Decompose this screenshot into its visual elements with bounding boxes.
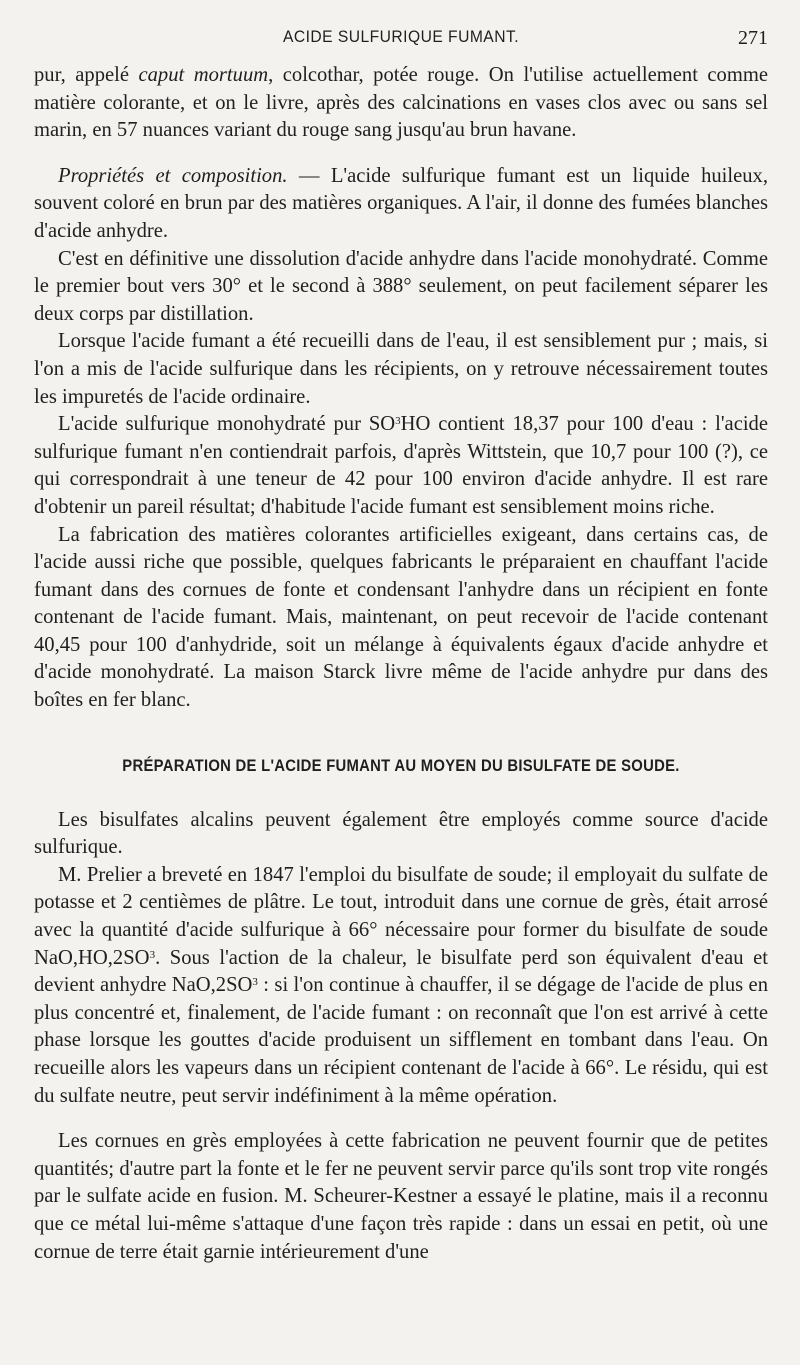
text-run: L'acide sulfurique monohydraté pur SO xyxy=(58,413,396,436)
running-header xyxy=(34,27,768,53)
text-run: , colcothar, potée rouge. On l'utilise actuellement comme matière colorante, et on le livre, après des calcinations en vases clos avec ou sans sel marin, en 57 nuances variant du rouge sang jusqu'au brun havane. xyxy=(34,64,769,142)
paragraph-caput-mortuum xyxy=(34,62,768,145)
paragraph-fabrication: La fabrication des matières colorantes artificielles exigeant, dans certains cas, de l'acide aussi riche que possible, quelques fabricants le préparaient en chauffant l'acide fumant dans des cornues de fonte et condensant l'anhydre dans un récipient en fonte contenant de l'acide fumant. Mais, maintenant, on peut recevoir de l'acide contenant 40,45 pour 100 d'anhydride, soit un mélange à équivalents égaux d'acide anhydre et d'acide monohydraté. La maison Starck livre même de l'acide anhydre pur dans des boîtes en fer blanc. xyxy=(34,523,768,712)
page-body xyxy=(34,62,768,1266)
paragraph-dissolution: C'est en définitive une dissolution d'acide anhydre dans l'acide monohydraté. Comme le premier bout vers 30° et le second à 388° seulement, on peut facilement séparer les deux corps par distillation. xyxy=(34,247,768,325)
text-run: pur, appelé xyxy=(34,64,139,86)
paragraph-properties xyxy=(34,163,768,246)
text-run: . Sous l'action de la chaleur, le bisulfate perd son équivalent d'eau et devient anhydre NaO,2SO xyxy=(34,946,768,997)
running-title: ACIDE SULFURIQUE FUMANT. xyxy=(282,27,520,46)
text-run: : si l'on continue à chauffer, il se dégage de l'acide de plus en plus concentré et, finalement, de l'acide fumant : on reconnaît que l'on est arrivé à cette phase lorsque les gouttes d'acide produisent un sifflement en tombant dans l'eau. On recueille alors les vapeurs dans un récipient contenant de l'acide à 66°. Le résidu, qui est du sulfate neutre, peut servir indéfiniment à la même opération. xyxy=(34,974,768,1107)
paragraph-heading: Propriétés et composition. xyxy=(58,164,288,187)
paragraph-cornues: Les cornues en grès employées à cette fabrication ne peuvent fournir que de petites quantités; d'autre part la fonte et le fer ne peuvent servir parce qu'ils sont trop vite rongés par le sulfate acide en fusion. M. Scheurer-Kestner a essayé le platine, mais il a reconnu que ce métal lui-même s'attaque d'une façon très rapide : dans un essai en petit, où une cornue de terre était garnie intérieurement d'une xyxy=(34,1130,768,1263)
superscript: 3 xyxy=(252,976,258,989)
italic-term: caput mortuum xyxy=(138,64,269,86)
paragraph-composition xyxy=(34,411,768,521)
paragraph-collection: Lorsque l'acide fumant a été recueilli dans de l'eau, il est sensiblement pur ; mais, si l'on a mis de l'acide sulfurique dans les récipients, on y retrouve nécessairement toutes les impuretés de l'acide ordinaire. xyxy=(34,330,768,408)
section-heading: PRÉPARATION DE L'ACIDE FUMANT AU MOYEN DU BISULFATE DE SOUDE. xyxy=(122,756,680,775)
text-run: HO contient 18,37 pour 100 d'eau : l'acide sulfurique fumant n'en contiendrait parfois, d'après Wittstein, que 10,7 pour 100 (?), ce qui correspondrait à une teneur de 42 pour 100 environ d'acide anhydre. Il est rare d'obtenir un pareil résultat; d'habitude l'acide fumant est sensiblement moins riche. xyxy=(34,413,768,518)
text-run: M. Prelier a breveté en 1847 l'emploi du bisulfate de soude; il employait du sulfate de potasse et 2 centièmes de plâtre. Le tout, introduit dans une cornue de grès, était arrosé avec la quantité d'acide sulfurique à 66° nécessaire pour former du bisulfate de soude NaO,HO,2SO xyxy=(34,863,768,969)
page-number: 271 xyxy=(738,27,768,49)
paragraph-prelier xyxy=(34,862,768,1110)
paragraph-bisulfates: Les bisulfates alcalins peuvent également être employés comme source d'acide sulfurique. xyxy=(34,808,768,859)
superscript: 3 xyxy=(395,415,401,428)
text-run: — L'acide sulfurique fumant est un liquide huileux, souvent coloré en brun par des matières organiques. A l'air, il donne des fumées blanches d'acide anhydre. xyxy=(34,164,768,242)
superscript: 3 xyxy=(149,948,156,961)
